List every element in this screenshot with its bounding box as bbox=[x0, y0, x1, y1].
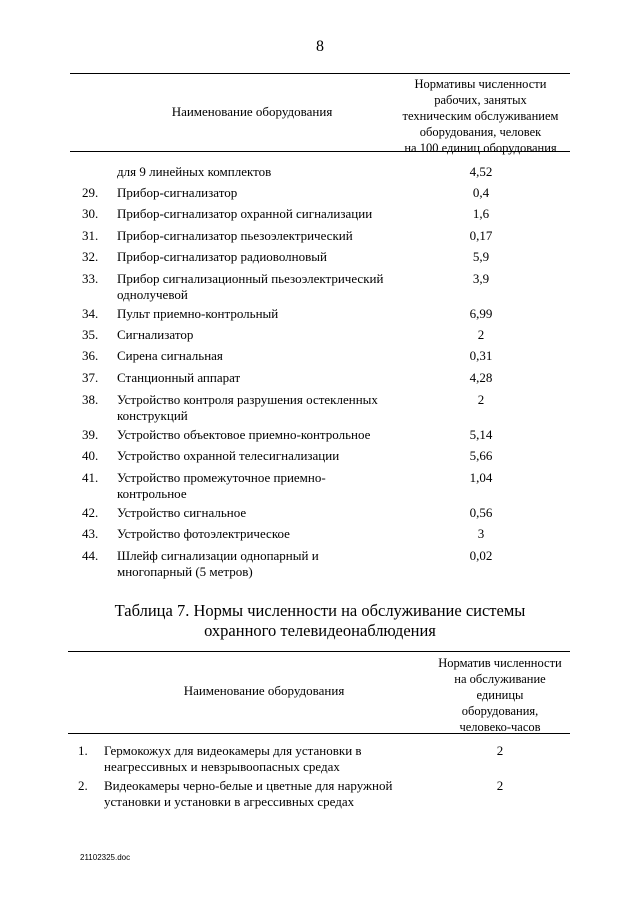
row-number: 44. bbox=[82, 548, 99, 563]
row-name: Прибор-сигнализатор радиоволновый bbox=[117, 249, 327, 264]
row-value: 2 bbox=[496, 743, 504, 758]
row-name: Прибор-сигнализатор охранной сигнализации bbox=[117, 206, 373, 221]
header-norm-line: на обслуживание bbox=[454, 672, 546, 686]
header-norm-line: Нормативы численности bbox=[414, 77, 547, 91]
header-norm-line: на 100 единиц оборудования bbox=[404, 141, 557, 155]
row-value: 5,66 bbox=[469, 448, 493, 463]
header-norm-line: Норматив численности bbox=[438, 656, 562, 670]
row-number: 1. bbox=[78, 743, 88, 758]
table1-top-rule bbox=[70, 73, 570, 74]
header-norm-line: оборудования, bbox=[461, 704, 539, 718]
row-value: 0,4 bbox=[472, 185, 490, 200]
row-name: Устройство контроля разрушения остекленных конструкций bbox=[117, 392, 378, 423]
row-value: 1,6 bbox=[472, 206, 490, 221]
row-value: 4,52 bbox=[469, 164, 493, 179]
row-number: 34. bbox=[82, 306, 99, 321]
row-value: 6,99 bbox=[469, 306, 493, 321]
row-number: 36. bbox=[82, 348, 99, 363]
row-value: 1,04 bbox=[469, 470, 493, 485]
row-name: Сигнализатор bbox=[117, 327, 194, 342]
row-value: 0,02 bbox=[469, 548, 493, 563]
row-number: 40. bbox=[82, 448, 99, 463]
row-name: Устройство охранной телесигнализации bbox=[117, 448, 340, 463]
row-value: 5,9 bbox=[472, 249, 490, 264]
row-number: 31. bbox=[82, 228, 99, 243]
table1-header-rule bbox=[70, 151, 570, 152]
row-value: 0,56 bbox=[469, 505, 493, 520]
row-value: 2 bbox=[496, 778, 504, 793]
row-name: Устройство промежуточное приемно- контрольное bbox=[117, 470, 326, 501]
row-name: Устройство фотоэлектрическое bbox=[117, 526, 290, 541]
row-name: Прибор-сигнализатор пьезоэлектрический bbox=[117, 228, 353, 243]
row-number: 37. bbox=[82, 370, 99, 385]
row-value: 2 bbox=[477, 392, 485, 407]
page-number: 8 bbox=[316, 38, 324, 55]
row-number: 2. bbox=[78, 778, 88, 793]
row-number: 42. bbox=[82, 505, 99, 520]
row-number: 29. bbox=[82, 185, 99, 200]
row-value: 5,14 bbox=[469, 427, 493, 442]
row-name: Видеокамеры черно-белые и цветные для наружной установки и установки в агрессивных средах bbox=[104, 778, 393, 809]
row-name: Шлейф сигнализации однопарный и многопарный (5 метров) bbox=[117, 548, 319, 579]
row-value: 3 bbox=[477, 526, 485, 541]
row-name: Пульт приемно-контрольный bbox=[117, 306, 279, 321]
table1-header-norm bbox=[383, 76, 578, 156]
row-name: Устройство сигнальное bbox=[117, 505, 247, 520]
row-number: 41. bbox=[82, 470, 99, 485]
row-name: для 9 линейных комплектов bbox=[117, 164, 272, 179]
row-name: Прибор-сигнализатор bbox=[117, 185, 238, 200]
table2-top-rule bbox=[68, 651, 570, 652]
row-name: Прибор сигнализационный пьезоэлектрический однолучевой bbox=[117, 271, 384, 302]
table2-header-name: Наименование оборудования bbox=[183, 683, 345, 698]
row-number: 39. bbox=[82, 427, 99, 442]
row-name: Устройство объектовое приемно-контрольное bbox=[117, 427, 371, 442]
table2-header-norm bbox=[428, 655, 572, 735]
row-name: Гермокожух для видеокамеры для установки в неагрессивных и невзрывоопасных средах bbox=[104, 743, 362, 774]
row-name: Сирена сигнальная bbox=[117, 348, 223, 363]
row-number: 43. bbox=[82, 526, 99, 541]
row-number: 30. bbox=[82, 206, 99, 221]
row-value: 3,9 bbox=[472, 271, 490, 286]
header-norm-line: единицы bbox=[476, 688, 524, 702]
table2-header-rule bbox=[68, 733, 570, 734]
row-number: 33. bbox=[82, 271, 99, 286]
header-norm-line: оборудования, человек bbox=[419, 125, 542, 139]
document-filename: 21102325.doc bbox=[80, 853, 131, 862]
table7-title: Таблица 7. Нормы численности на обслуживание системы охранного телевидеонаблюдения bbox=[114, 601, 526, 640]
row-value: 2 bbox=[477, 327, 485, 342]
table1-header-name: Наименование оборудования bbox=[171, 104, 333, 119]
row-name: Станционный аппарат bbox=[117, 370, 241, 385]
row-value: 0,17 bbox=[469, 228, 493, 243]
header-norm-line: человеко-часов bbox=[459, 720, 541, 734]
row-number: 38. bbox=[82, 392, 99, 407]
row-number: 35. bbox=[82, 327, 99, 342]
header-norm-line: техническим обслуживанием bbox=[402, 109, 559, 123]
row-number: 32. bbox=[82, 249, 99, 264]
header-norm-line: рабочих, занятых bbox=[434, 93, 527, 107]
row-value: 4,28 bbox=[469, 370, 493, 385]
row-value: 0,31 bbox=[469, 348, 493, 363]
